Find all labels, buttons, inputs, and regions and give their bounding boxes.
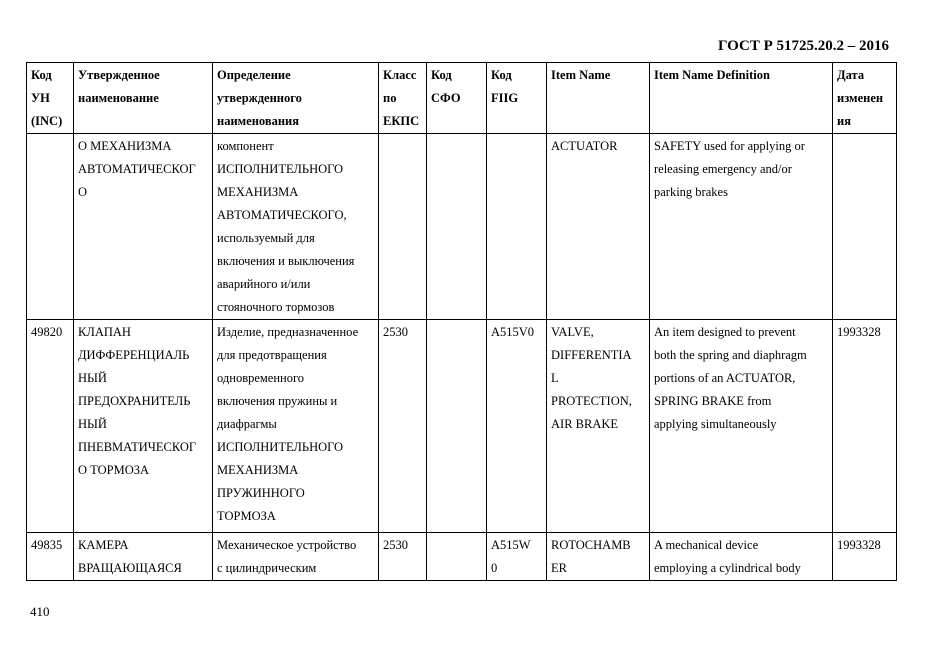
table-row <box>27 533 897 581</box>
cell-name: О МЕХАНИЗМА АВТОМАТИЧЕСКОГ О <box>74 134 213 320</box>
cell-definition: Изделие, предназначенное для предотвращения одновременного включения пружины и диафрагмы ИСПОЛНИТЕЛЬНОГО МЕХАНИЗМА ПРУЖИННОГО ТОРМОЗА <box>213 320 379 533</box>
cell-definition: компонент ИСПОЛНИТЕЛЬНОГО МЕХАНИЗМА АВТОМАТИЧЕСКОГО, используемый для включения и выключения аварийного и/или стояночного тормозов <box>213 134 379 320</box>
table-row <box>27 134 897 320</box>
header-class: Класс по ЕКПС <box>379 63 427 134</box>
header-name-definition: Определение утвержденного наименования <box>213 63 379 134</box>
cell-item-name: ROTOCHAMB ER <box>547 533 650 581</box>
cell-item-definition: A mechanical device employing a cylindrical body <box>650 533 833 581</box>
cell-sfo <box>427 134 487 320</box>
cell-fiig <box>487 134 547 320</box>
cell-item-definition: SAFETY used for applying or releasing emergency and/or parking brakes <box>650 134 833 320</box>
items-table <box>26 62 897 581</box>
cell-code <box>27 134 74 320</box>
cell-date: 1993328 <box>833 320 897 533</box>
cell-fiig: A515V0 <box>487 320 547 533</box>
cell-class <box>379 134 427 320</box>
cell-sfo <box>427 533 487 581</box>
document-header: ГОСТ Р 51725.20.2 – 2016 <box>717 38 889 54</box>
cell-date <box>833 134 897 320</box>
page-number: 410 <box>30 604 50 619</box>
cell-fiig: A515W 0 <box>487 533 547 581</box>
header-item-name: Item Name <box>547 63 650 134</box>
cell-name: КАМЕРА ВРАЩАЮЩАЯСЯ <box>74 533 213 581</box>
header-approved-name: Утвержденное наименование <box>74 63 213 134</box>
cell-name: КЛАПАН ДИФФЕРЕНЦИАЛЬ НЫЙ ПРЕДОХРАНИТЕЛЬ НЫЙ ПНЕВМАТИЧЕСКОГ О ТОРМОЗА <box>74 320 213 533</box>
cell-code: 49835 <box>27 533 74 581</box>
cell-sfo <box>427 320 487 533</box>
cell-item-name: VALVE, DIFFERENTIA L PROTECTION, AIR BRAKE <box>547 320 650 533</box>
header-change-date: Дата изменен ия <box>833 63 897 134</box>
cell-item-definition: An item designed to prevent both the spring and diaphragm portions of an ACTUATOR, SPRING BRAKE from applying simultaneously <box>650 320 833 533</box>
header-code-inc: Код УН (INC) <box>27 63 74 134</box>
header-item-name-definition: Item Name Definition <box>650 63 833 134</box>
table-header-row <box>27 63 897 134</box>
cell-class: 2530 <box>379 533 427 581</box>
cell-code: 49820 <box>27 320 74 533</box>
cell-date: 1993328 <box>833 533 897 581</box>
header-fiig-code: Код FIIG <box>487 63 547 134</box>
cell-class: 2530 <box>379 320 427 533</box>
table-row <box>27 320 897 533</box>
cell-item-name: ACTUATOR <box>547 134 650 320</box>
header-sfo-code: Код СФО <box>427 63 487 134</box>
cell-definition: Механическое устройство с цилиндрическим <box>213 533 379 581</box>
